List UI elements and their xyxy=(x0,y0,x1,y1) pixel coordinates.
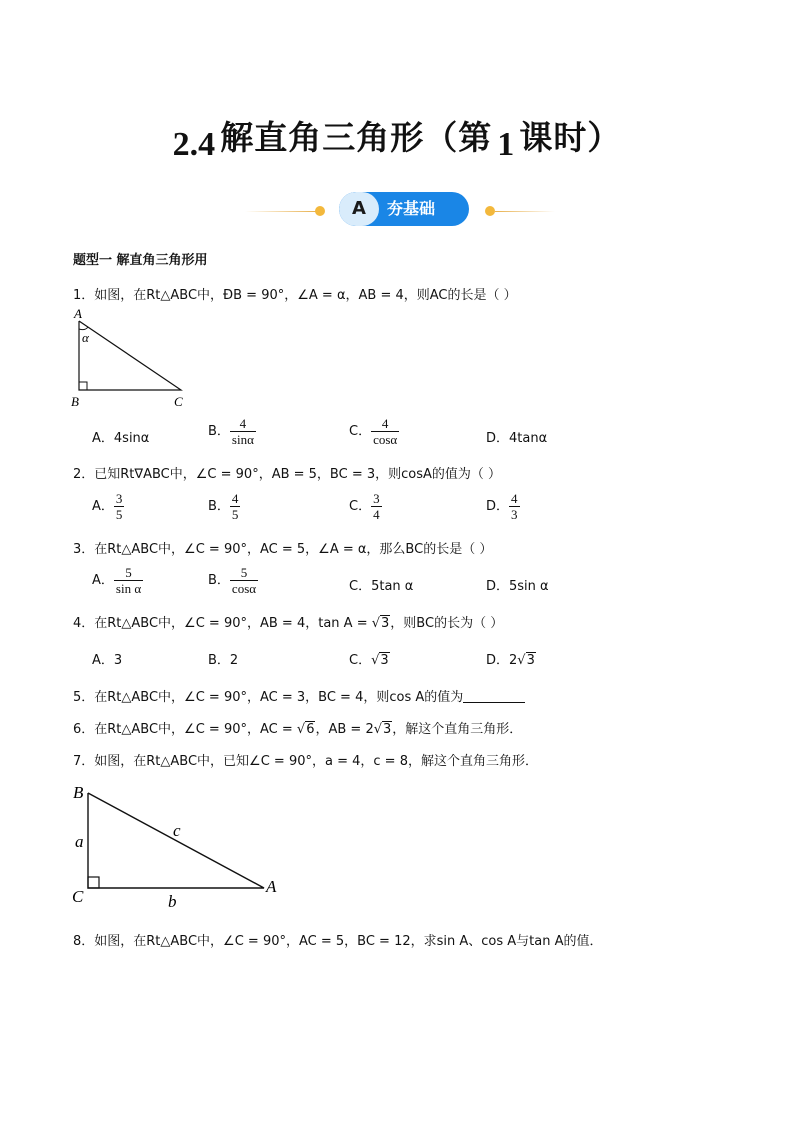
question-8: 8．如图，在Rt△ABC中，∠C = 90°，AC = 5，BC = 12，求sin A、cos A与tan A的值． xyxy=(73,934,603,949)
figure-2-triangle xyxy=(66,780,286,912)
question-4: 4．在Rt△ABC中，∠C = 90°，AB = 4，tan A = √3，则BC的长为（ ） xyxy=(73,616,504,631)
fig2-label-b-vertex: B xyxy=(73,783,84,802)
q4-option-a: A．3 xyxy=(92,653,123,668)
section-badge xyxy=(245,191,555,231)
badge-letter: A xyxy=(339,192,379,226)
q4-option-d: D．2√3 xyxy=(486,653,535,668)
q3-option-c: C．5tan α xyxy=(349,579,414,594)
figure-1-triangle xyxy=(68,306,198,410)
section-title: 题型一 解直角三角形用 xyxy=(73,253,208,268)
q2-option-a: A． $\frac{3}{5}$ xyxy=(92,491,123,522)
page-title xyxy=(0,112,794,164)
q1-option-d: D．4tanα xyxy=(486,431,548,446)
question-5: 5．在Rt△ABC中，∠C = 90°，AC = 3，BC = 4，则cos A的值为 xyxy=(73,686,525,705)
question-3: 3．在Rt△ABC中，∠C = 90°，AC = 5，∠A = α，那么BC的长是（ ） xyxy=(73,542,493,557)
q1-option-a: A．4sinα xyxy=(92,431,150,446)
q4-option-b: B．2 xyxy=(208,653,239,668)
q3-option-d: D．5sin α xyxy=(486,579,549,594)
q2-option-c: C． $\frac{3}{4}$ xyxy=(349,491,380,522)
q1-option-b: B． $\frac{4}{\sin\alpha}$ xyxy=(208,416,254,447)
fig2-label-c-side: c xyxy=(173,821,181,840)
fig1-label-c: C xyxy=(174,394,183,409)
fig1-label-b: B xyxy=(71,394,79,409)
fig2-label-a-side: a xyxy=(75,832,84,851)
divider-dot-left xyxy=(315,206,325,216)
q3-option-b: B． $\frac{5}{\cos\alpha}$ xyxy=(208,565,257,596)
question-6: 6．在Rt△ABC中，∠C = 90°，AC = √6，AB = 2√3，解这个直角三角形． xyxy=(73,722,523,737)
title-number: 2.4 xyxy=(172,126,216,163)
fig2-label-c-vertex: C xyxy=(72,887,84,906)
title-lesson-number: 1 xyxy=(497,126,515,163)
divider-line-left xyxy=(245,211,317,212)
fig2-label-a-vertex: A xyxy=(266,877,277,896)
question-2: 2．已知Rt∇ABC中，∠C = 90°，AB = 5，BC = 3，则cosA的值为（ ） xyxy=(73,467,502,482)
title-text: 解直角三角形（第 xyxy=(220,118,493,157)
badge-pill xyxy=(339,192,469,226)
fig2-label-b-side: b xyxy=(168,892,177,911)
q2-option-d: D． $\frac{4}{3}$ xyxy=(486,491,518,522)
question-7: 7．如图，在Rt△ABC中，已知∠C = 90°，a = 4，c = 8，解这个直角三角形． xyxy=(73,754,538,769)
question-1: 1．如图，在Rt△ABC中，ÐB = 90°，∠A = α，AB = 4，则AC的长是（ ） xyxy=(73,288,517,303)
badge-label: 夯基础 xyxy=(387,199,436,218)
q2-option-b: B． $\frac{4}{5}$ xyxy=(208,491,239,522)
q3-option-a: A． $\frac{5}{\text{sin α}}$ xyxy=(92,565,142,596)
title-suffix: 课时） xyxy=(519,118,622,157)
q4-option-c: C．√3 xyxy=(349,653,389,668)
divider-dot-right xyxy=(485,206,495,216)
q1-option-c: C． $\frac{4}{\cos\alpha}$ xyxy=(349,416,398,447)
answer-blank[interactable] xyxy=(463,690,525,703)
fig1-label-a: A xyxy=(74,306,82,321)
fig1-label-alpha: α xyxy=(82,330,89,345)
divider-line-right xyxy=(495,211,555,212)
